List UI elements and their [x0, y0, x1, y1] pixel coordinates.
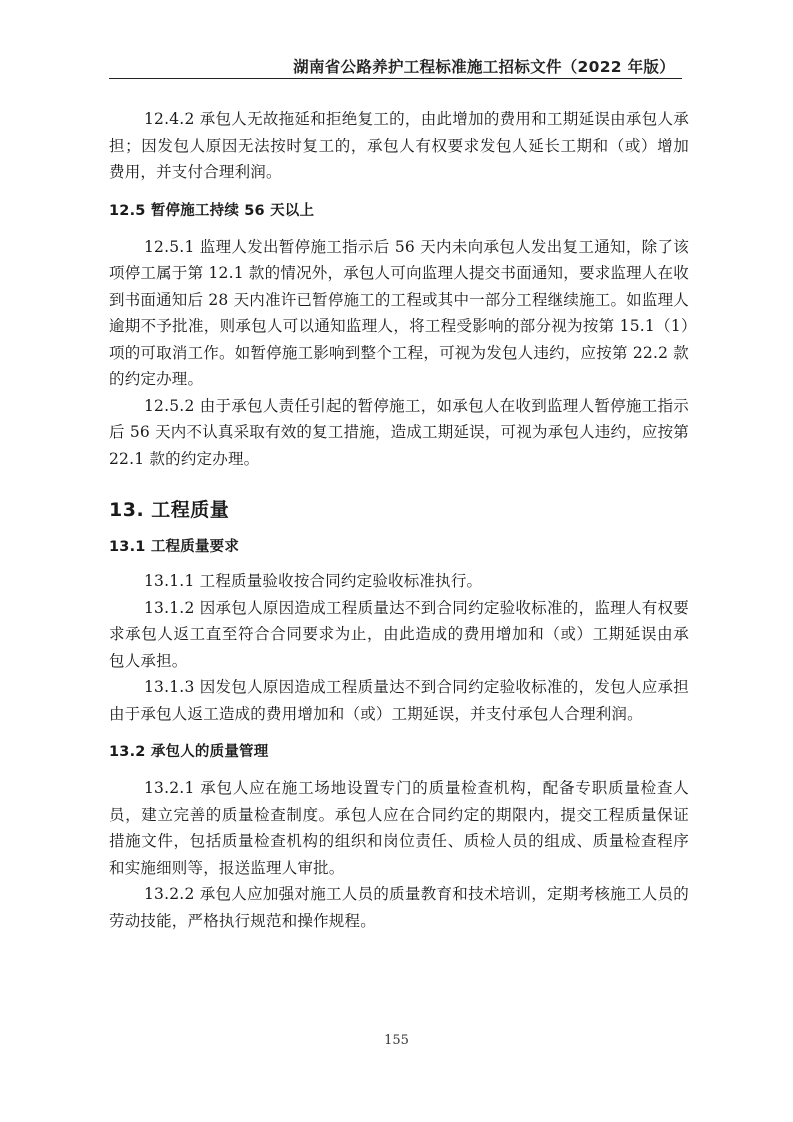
section-heading-13-1: 13.1 工程质量要求: [109, 539, 240, 555]
clause-13-1-2: 13.1.2 因承包人原因造成工程质量达不到合同约定验收标准的，监理人有权要求承包人返工直至符合合同要求为止，由此造成的费用增加和（或）工期延误由承包人承担。: [109, 598, 689, 670]
clause-12-5-2: 12.5.2 由于承包人责任引起的暂停施工，如承包人在收到监理人暂停施工指示后 56 天内不认真采取有效的复工措施，造成工期延误，可视为承包人违约，应按第 22.1 款的约定办理。: [109, 396, 689, 468]
clause-13-1-3: 13.1.3 因发包人原因造成工程质量达不到合同约定验收标准的，发包人应承担由于承包人返工造成的费用增加和（或）工期延误，并支付承包人合理利润。: [109, 678, 689, 723]
section-heading-13-2: 13.2 承包人的质量管理: [109, 744, 269, 760]
page-number: 155: [384, 1033, 409, 1048]
clause-13-2-1: 13.2.1 承包人应在施工场地设置专门的质量检查机构，配备专职质量检查人员，建立完善的质量检查制度。承包人应在合同约定的期限内，提交工程质量保证措施文件，包括质量检查机构的组织和岗位责任、质检人员的组成、质量检查程序和实施细则等，报送监理人审批。: [109, 779, 689, 877]
section-heading-12-5: 12.5 暂停施工持续 56 天以上: [109, 202, 315, 219]
clause-13-1-1: 13.1.1 工程质量验收按合同约定验收标准执行。: [144, 572, 483, 590]
page-body: [109, 106, 689, 934]
document-header-title: 湖南省公路养护工程标准施工招标文件（2022 年版）: [293, 58, 675, 76]
clause-12-4-2: 12.4.2 承包人无故拖延和拒绝复工的，由此增加的费用和工期延误由承包人承担；因发包人原因无法按时复工的，承包人有权要求发包人延长工期和（或）增加费用，并支付合理利润。: [109, 110, 689, 181]
clause-12-5-1: 12.5.1 监理人发出暂停施工指示后 56 天内未向承包人发出复工通知，除了该项停工属于第 12.1 款的情况外，承包人可向监理人提交书面通知，要求监理人在收到书面通知后 28 天内准许已暂停施工的工程或其中一部分工程继续施工。如监理人逾期不予批准，则承包人可以通知监理人，将工程受影响的部分视为按第 15.1（1）项的可取消工作。如暂停施工影响到整个工程，可视为发包人违约，应按第 22.2 款的约定办理。: [109, 237, 689, 388]
header-divider: [109, 78, 682, 79]
clause-13-2-2: 13.2.2 承包人应加强对施工人员的质量教育和技术培训，定期考核施工人员的劳动技能，严格执行规范和操作规程。: [109, 885, 689, 930]
chapter-heading-13: 13. 工程质量: [109, 499, 230, 521]
